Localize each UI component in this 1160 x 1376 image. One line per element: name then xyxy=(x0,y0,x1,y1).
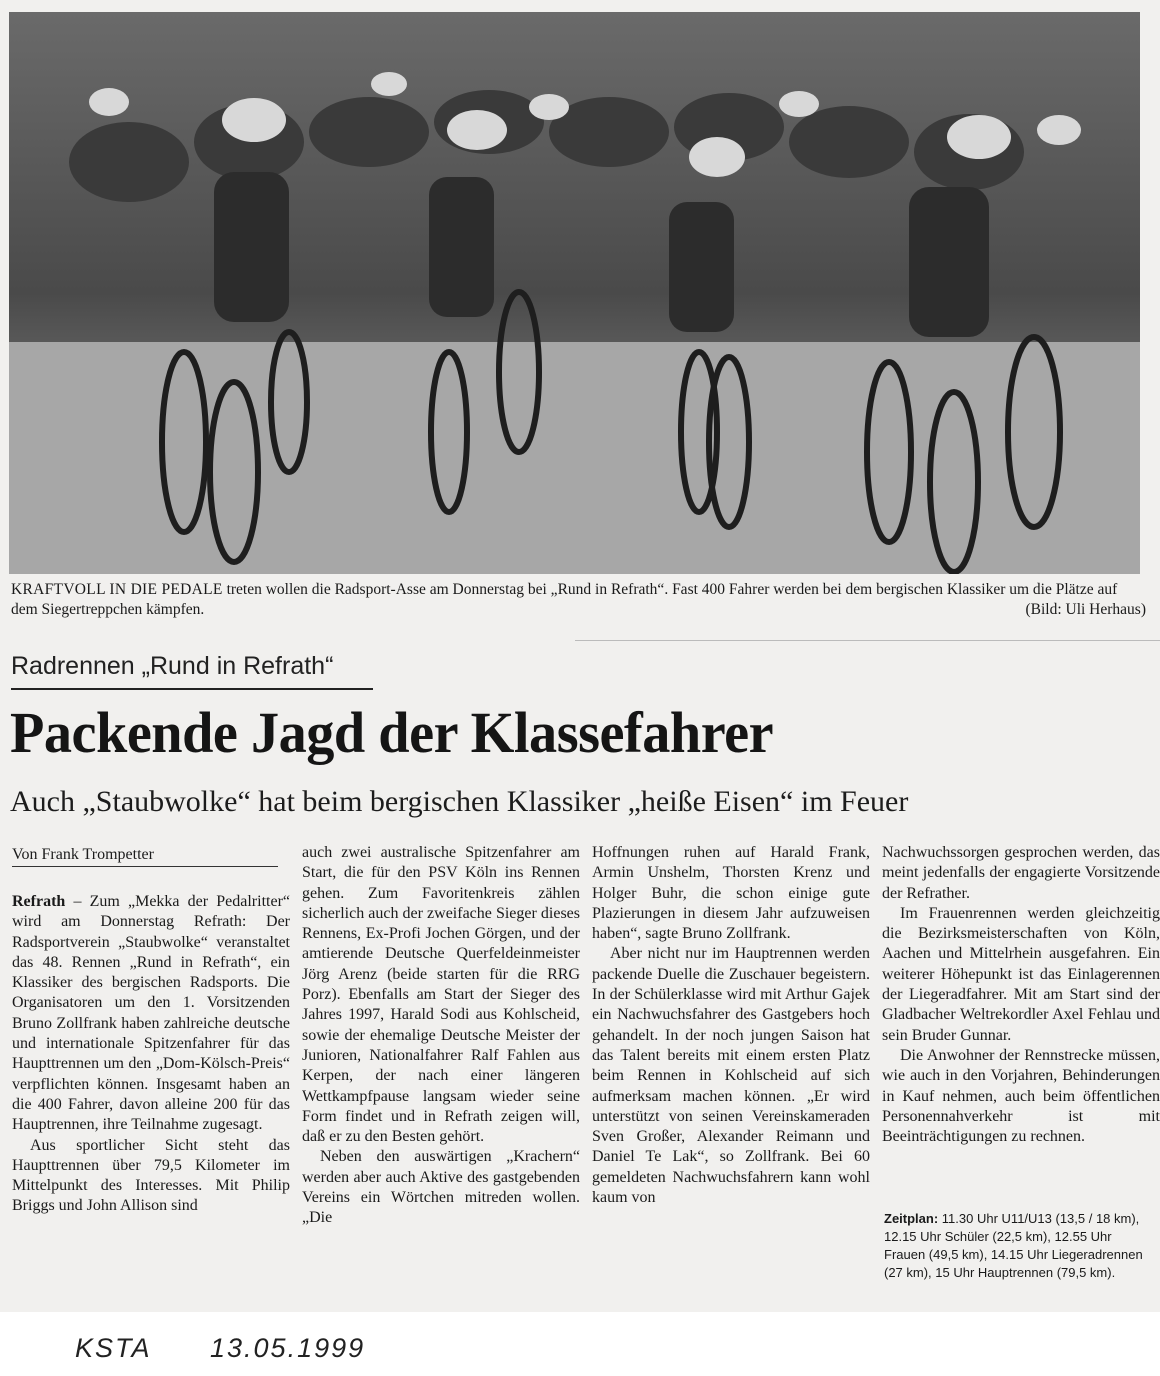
paragraph: Aus sportlicher Sicht steht das Haupttrennen über 79,5 Kilometer im Mittelpunkt des Interesses. Mit Philip Briggs und John Allison sind xyxy=(12,1136,290,1215)
schedule-text: 11.30 Uhr U11/U13 (13,5 / 18 km), 12.15 Uhr Schüler (22,5 km), 12.55 Uhr Frauen (49,5 km), 14.15 Uhr Liegeradrennen (27 km), 15 Uhr Hauptrennen (79,5 km). xyxy=(884,1211,1143,1280)
schedule-box xyxy=(884,1210,1156,1282)
handwritten-date: 13.05.1999 xyxy=(210,1333,366,1363)
paragraph: Neben den auswärtigen „Krachern“ werden aber auch Aktive des gastgebenden Vereins ein Wörtchen mitreden wollen. „Die xyxy=(302,1148,580,1227)
schedule-label: Zeitplan: xyxy=(884,1211,939,1226)
cyclists-photo xyxy=(9,12,1140,574)
caption-lead: KRAFTVOLL IN DIE PEDALE xyxy=(11,581,223,598)
article-column-3 xyxy=(592,843,870,1208)
paragraph: Hoffnungen ruhen auf Harald Frank, Armin Unshelm, Thorsten Krenz und Holger Buhr, die schon einige gute Plazierungen in diesem Jahr aufzuweisen haben“, sagte Bruno Zollfrank. xyxy=(592,844,870,943)
paragraph: auch zwei australische Spitzenfahrer am Start, die für den PSV Köln ins Rennen gehen. Zum Favoritenkreis zählen sicherlich auch der zweifache Sieger dieses Rennens, Ex-Profi Jochen Görgen, und der amtierende Deutsche Querfeldeinmeister Jörg Arenz (beide starten für die RRG Porz). Ebenfalls am Start der Sieger des Jahres 1997, Harald Sodi aus Kohlscheid, sowie der ehemalige Deutsche Meister der Junioren, Nationalfahrer Ralf Fahlen aus Kerpen, der nach einer längeren Wettkampfpause langsam wieder seine Form findet und in Refrath zeigen will, daß er zu den Besten gehört. xyxy=(302,844,580,1146)
article-column-1 xyxy=(12,892,290,1217)
byline-rule xyxy=(12,866,278,867)
dateline: Refrath xyxy=(12,893,66,910)
headline: Packende Jagd der Klassefahrer xyxy=(10,700,774,765)
handwritten-source: KSTA xyxy=(75,1333,152,1363)
subheadline: Auch „Staubwolke“ hat beim bergischen Klassiker „heiße Eisen“ im Feuer xyxy=(10,785,909,818)
paragraph: Refrath – Zum „Mekka der Pedalritter“ wird am Donnerstag Refrath: Der Radsportverein „Staubwolke“ veranstaltet das 48. Rennen „Rund in Refrath“, ein Klassiker des bergischen Radsports. Die Organisatoren um den 1. Vorsitzenden Bruno Zollfrank haben zahlreiche deutsche und internationale Spitzenfahrer für das Haupttrennen um den „Dom-Kölsch-Preis“ verpflichten können. Insgesamt haben an die 400 Fahrer, davon alleine 200 für das Hauptrennen, ihre Teilnahme zugesagt. xyxy=(12,893,291,1134)
article-column-2 xyxy=(302,843,580,1229)
article-column-4 xyxy=(882,843,1160,1147)
paragraph: Im Frauenrennen werden gleichzeitig die Bezirksmeisterschaften von Köln, Aachen und Mittelrhein ausgefahren. Ein weiterer Höhepunkt ist das Einlagerennen der Liegeradfahrer. Mit am Start sind der Gladbacher Weltrekordler Axel Fehlau und sein Bruder Gunnar. xyxy=(882,904,1160,1044)
caption-text: treten wollen die Radsport-Asse am Donnerstag bei „Rund in Refrath“. Fast 400 Fahrer werden bei dem bergischen Klassiker um die Plätze auf dem Siegertreppchen kämpfen. xyxy=(11,581,1118,618)
photo-credit: (Bild: Uli Herhaus) xyxy=(1025,601,1146,618)
byline: Von Frank Trompetter xyxy=(12,846,154,863)
paragraph: Nachwuchssorgen gesprochen werden, das meint jedenfalls der engagierte Vorsitzende der Refrather. xyxy=(882,844,1160,902)
paragraph: Die Anwohner der Rennstrecke müssen, wie auch in den Vorjahren, Behinderungen in Kauf nehmen, auch beim öffentlichen Personennahverkehr ist mit Beeinträchtigungen zu rechnen. xyxy=(882,1046,1160,1146)
photo-caption xyxy=(11,580,1146,620)
column-divider xyxy=(575,640,1160,641)
paragraph: Aber nicht nur im Hauptrennen werden packende Duelle die Zuschauer begeistern. In der Schülerklasse wird mit Arthur Gajek ein Nachwuchsfahrer des Gastgebers hoch gehandelt. In der noch jungen Saison hat das Talent bereits mit einem ersten Platz beim Rennen in Kohlscheid auf sich aufmerksam machen können. „Er wird unterstützt von seinen Vereinskameraden Sven Großer, Alexander Reimann und Daniel Te Lak“, so Zollfrank. Bei 60 gemeldeten Nachwuchsfahrern kann wohl kaum von xyxy=(592,945,870,1207)
article-kicker: Radrennen „Rund in Refrath“ xyxy=(11,652,334,680)
kicker-underline xyxy=(11,688,373,690)
